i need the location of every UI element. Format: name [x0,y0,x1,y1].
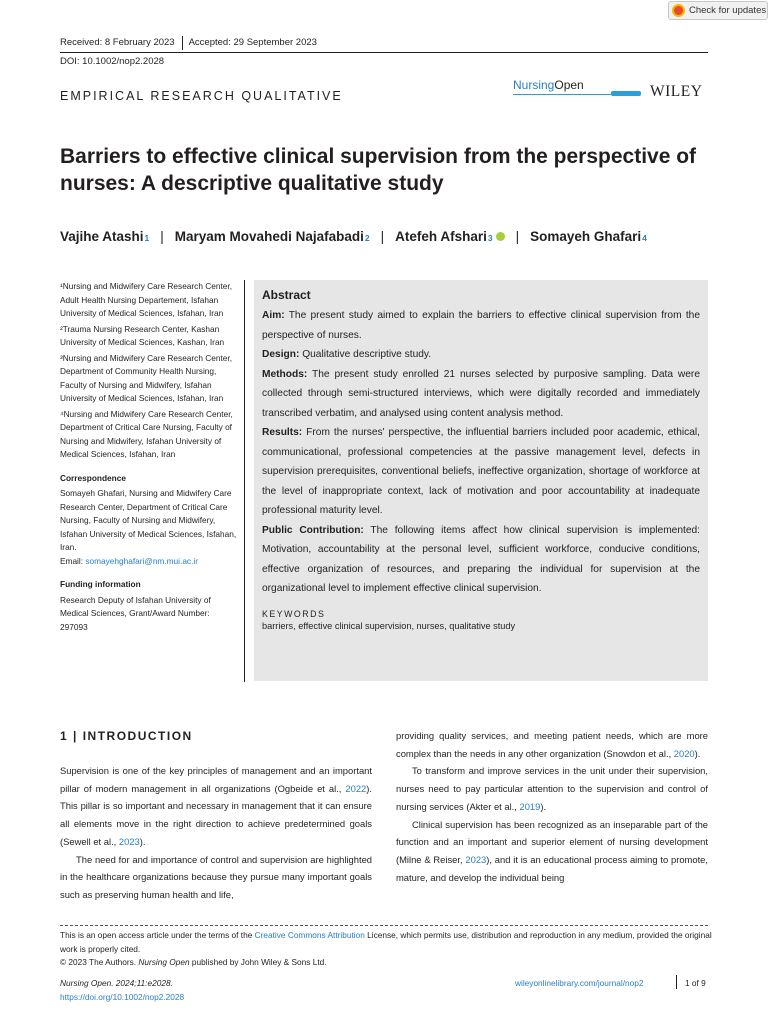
received-date: Received: 8 February 2023 [60,37,175,48]
body-column-left [60,762,372,904]
author-list [60,229,647,244]
keywords-heading: KEYWORDS [262,608,326,619]
design-label: Design: [262,349,300,360]
license-text: License, which permits use, distribution and reproduction in any medium, provided the original work is properly cited. [60,930,712,954]
paragraph-text: ). [139,835,146,847]
citation-link[interactable]: 2020 [673,747,695,759]
license-link[interactable]: Creative Commons Attribution [254,930,365,940]
column-divider [244,280,245,682]
body-column-right [396,727,708,886]
check-for-updates-button[interactable] [668,1,768,20]
date-divider [182,36,183,50]
author-affiliation-mark[interactable]: 3 [487,233,493,243]
paragraph-text: providing quality services, and meeting patient needs, which are more complex than the needs in any other organization (Snowdon et al., [396,730,708,759]
footer-site-link[interactable]: wileyonlinelibrary.com/journal/nop2 [515,978,644,988]
author-affiliation-mark[interactable]: 2 [364,233,370,243]
page-number: 1 of 9 [685,978,706,988]
paragraph-text: ). [540,800,547,812]
funding-text: Research Deputy of Isfahan University of Medical Sciences, Grant/Award Number: 297093 [60,594,211,632]
paragraph [396,727,708,762]
author-affiliation-mark[interactable]: 4 [642,233,647,243]
paragraph [396,762,708,815]
journal-name-part1: Nursing [513,78,555,92]
author-separator: | [515,229,520,244]
footer-divider [676,975,677,989]
paragraph-text: ), and it is an educational process aiming to promote, mature, and develop the individual being [396,853,708,883]
author-affiliation-mark[interactable]: 1 [144,233,150,243]
paragraph-text: To transform and improve services in the unit under their supervision, nurses need to pay particular attention to the supervision and control of nursing services (Akter et al., [396,765,708,812]
results-label: Results: [262,427,303,438]
email-label: Email: [60,555,86,566]
journal-logo [513,78,711,100]
keywords-list: barriers, effective clinical supervision, nurses, qualitative study [262,620,516,631]
results-text: From the nurses' perspective, the influential barriers included poor academic, ethical, communicational, professional competencies at the passive management level, defects in supervision prerequisites, conventional beliefs, ineffective organization, shortage of workforce at the level of inappropriate context, lack of motivation and poor accountability at inadequate professional maturity level. [262,427,700,516]
paragraph-text: Supervision is one of the key principles of management and an important pillar of modern management in all organizations (Ogbeide et al., [60,765,372,794]
author-name[interactable]: Somayeh Ghafari [530,229,642,244]
correspondence-text [60,487,238,568]
orcid-icon[interactable] [496,232,505,241]
affiliation: ⁴Nursing and Midwifery Care Research Center, Department of Critical Care Nursing, Faculty of Nursing and Midwifery, Isfahan University of Medical Sciences, Isfahan, Iran [60,408,233,459]
article-dates [60,37,317,50]
license-text: This is an open access article under the terms of the [60,930,255,940]
citation-link[interactable]: 2019 [519,800,541,812]
affiliation: ²Trauma Nursing Research Center, Kashan University of Medical Sciences, Kashan, Iran [60,323,225,347]
abstract-text [262,306,700,599]
copyright-text: © 2023 The Authors. [60,957,139,967]
citation-link[interactable]: 2022 [345,782,367,794]
footer-journal-citation: Nursing Open. 2024;11:e2028. [60,978,173,988]
paragraph [396,816,708,887]
introduction-heading: 1 | INTRODUCTION [60,729,193,743]
affiliation: ³Nursing and Midwifery Care Research Center, Department of Community Health Nursing, Faculty of Nursing and Midwifery, Isfahan University of Medical Sciences, Isfahan, Iran [60,352,232,403]
funding-heading: Funding information [60,579,141,589]
footer-doi-link[interactable]: https://doi.org/10.1002/nop2.2028 [60,992,185,1002]
accepted-date: Accepted: 29 September 2023 [188,37,317,48]
methods-label: Methods: [262,368,308,380]
publisher-logo: WILEY [650,83,703,100]
copyright-publisher: published by John Wiley & Sons Ltd. [189,957,327,967]
public-contribution-label: Public Contribution: [262,524,364,536]
license-notice [60,929,720,970]
article-title: Barriers to effective clinical supervision from the perspective of nurses: A descriptive qualitative study [60,145,697,195]
paragraph: The need for and importance of control and supervision are highlighted in the healthcare organizations because they pursue many important goals such as preserving human health and life, [60,853,372,900]
author-name[interactable]: Vajihe Atashi [60,229,144,244]
logo-line [513,94,611,95]
author-name[interactable]: Atefeh Afshari [395,229,487,244]
license-rule [60,925,708,926]
affiliations-column [60,280,238,636]
open-access-badge-icon [611,91,641,96]
citation-link[interactable]: 2023 [118,835,140,847]
citation-link[interactable]: 2023 [465,853,487,865]
check-for-updates-label: Check for updates [689,5,767,16]
journal-name-part2: Open [554,78,584,92]
doi: DOI: 10.1002/nop2.2028 [60,56,165,67]
paragraph-text: Clinical supervision has been recognized as an inseparable part of the function and an important and superior element of nursing development (Milne & Reiser, [396,818,708,865]
design-text: Qualitative descriptive study. [299,349,432,360]
correspondence-address: Somayeh Ghafari, Nursing and Midwifery Care Research Center, Department of Critical Care Nursing, Faculty of Nursing and Midwifery, Isfahan University of Medical Sciences, Isfahan, Iran. [60,488,237,552]
journal-name [513,78,584,92]
crossmark-icon [672,4,685,17]
paragraph-text: ). This pillar is so important and necessary in management that it can ensure all elements move in the right direction to achieve predetermined goals (Sewell et al., [60,782,372,847]
abstract-heading: Abstract [262,288,311,302]
affiliation: ¹Nursing and Midwifery Care Research Center, Adult Health Nursing Departement, Isfahan University of Medical Sciences, Isfahan, Iran [60,281,232,318]
methods-text: The present study enrolled 21 nurses selected by purposive sampling. Data were collected through semi-structured interviews, which were digitally recorded and immediately transcribed verbatim, and analysed using content analysis method. [262,368,700,419]
author-separator: | [380,229,385,244]
paragraph-text: ). [694,747,701,759]
email-link[interactable]: somayehghafari@nm.mui.ac.ir [85,555,198,566]
public-contribution-text: The following items affect how clinical supervision is implemented: Motivation, accountability at the personal level, sufficient workforce, conducive conditions, effective organization of resources, and preparing the individual for supervision at the organizational level to implement effective clinical supervision. [262,524,700,594]
section-label: EMPIRICAL RESEARCH QUALITATIVE [60,89,343,103]
paragraph [60,762,372,851]
aim-label: Aim: [262,310,285,321]
author-separator: | [160,229,164,244]
copyright-journal: Nursing Open [138,957,190,967]
abstract-box [254,280,708,681]
correspondence-heading: Correspondence [60,472,126,483]
aim-text: The present study aimed to explain the barriers to effective clinical supervision from the perspective of nurses. [262,310,700,341]
header-rule [60,52,708,53]
author-name[interactable]: Maryam Movahedi Najafabadi [174,229,364,244]
